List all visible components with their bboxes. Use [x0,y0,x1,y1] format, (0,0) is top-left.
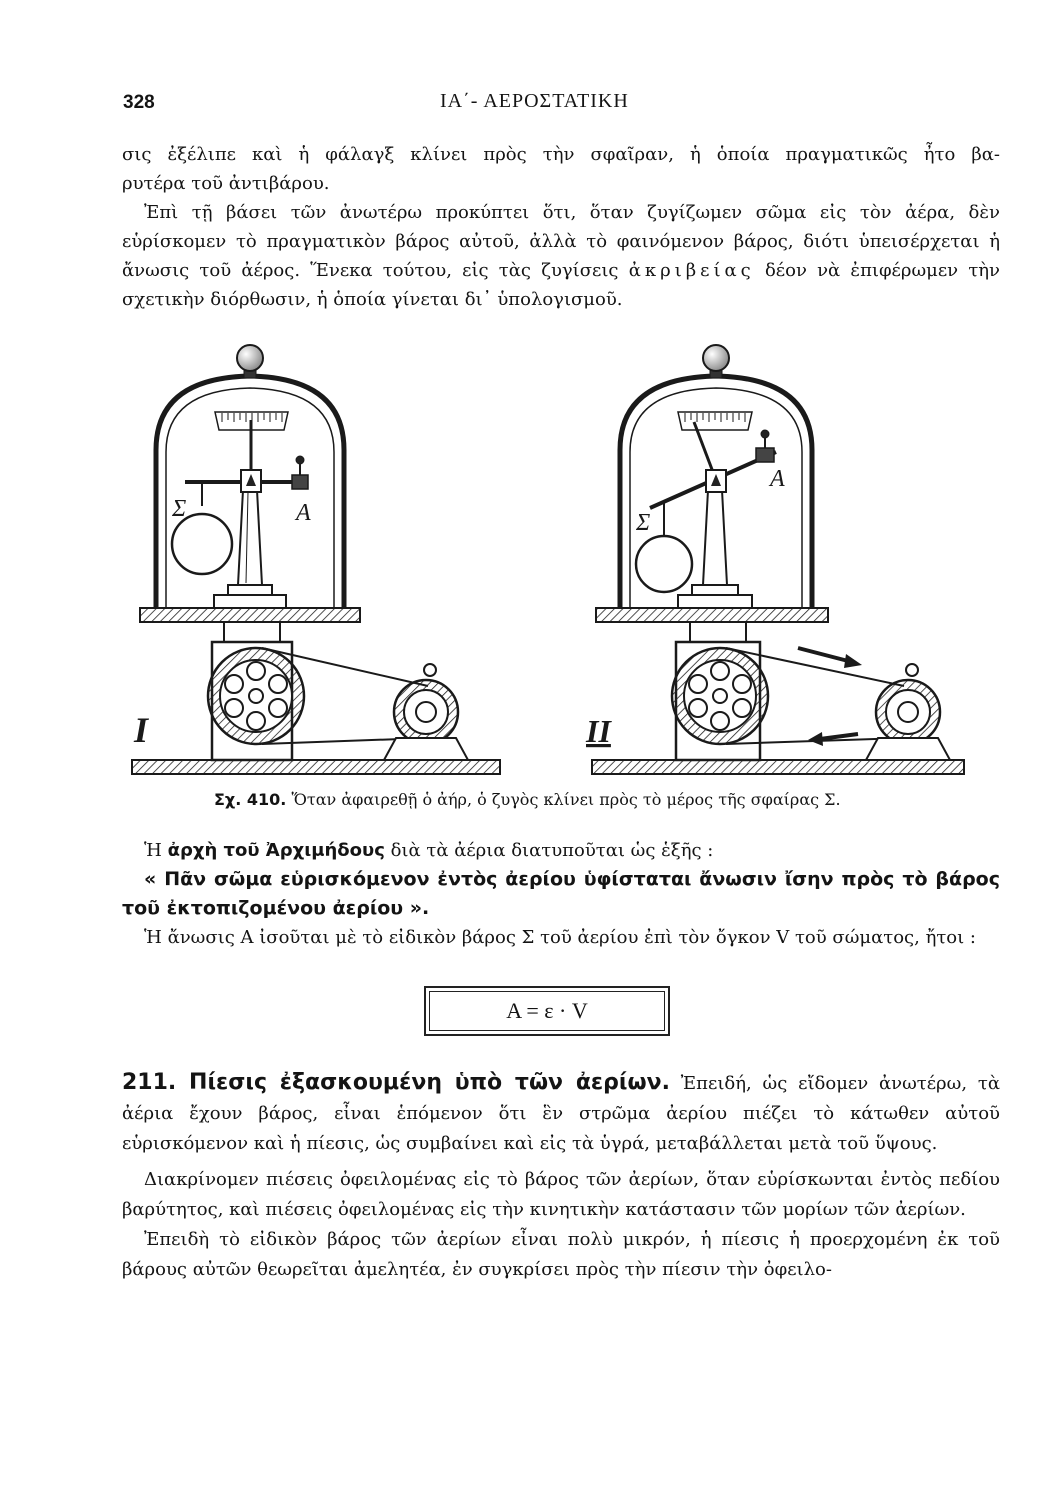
buoyancy-line: Ἡ ἄνωσις Α ἰσοῦται μὲ τὸ εἰδικὸν βάρος Σ τοῦ ἀερίου ἐπὶ τὸν ὄγκον V τοῦ σώματος, ἤτοι : [144,927,976,948]
section-211 [122,1068,1000,1285]
caption-text: Ὅταν ἀφαιρεθῇ ὁ ἀήρ, ὁ ζυγὸς κλίνει πρὸς τὸ μέρος τῆς σφαίρας Σ. [286,790,841,809]
label-a-2: Α [770,466,785,492]
intro-text [122,140,1000,314]
label-apparatus-2: II [586,713,611,749]
apparatus-2 [592,345,964,774]
figure-410 [0,340,1060,780]
section-211-para-2: Διακρίνομεν πιέσεις ὀφειλομένας εἰς τὸ βάρος τῶν ἀερίων, ὅταν εὑρίσκωνται ἐντὸς πεδίου βαρύτητος, καὶ πιέσεις ὀφειλομένας εἰς τὴν κινητικὴν κατάστασιν τῶν μορίων τῶν ἀερίων. [122,1169,1000,1220]
formula: A = ε · V [506,998,588,1023]
intro-line-1: σις ἐξέλιπε καὶ ἡ φάλαγξ κλίνει πρὸς τὴν σφαῖραν, ἡ ὁποία πραγματικῶς ἦτο βα- [122,144,1000,165]
principle-intro-a: Ἡ [144,840,168,861]
principle-name: ἀρχὴ τοῦ Ἀρχιμήδους [167,840,385,861]
principle-intro-b: διὰ τὰ ἀέρια διατυποῦται ὡς ἑξῆς : [384,840,714,861]
label-sigma-1: Σ [172,496,187,522]
page-number: 328 [123,92,155,113]
intro-para2-part2: δέον νὰ ἐπιφέρωμεν τὴν σχετικὴν διόρθωσιν, ἡ ὁποία γίνεται δι᾽ ὑπολογισμοῦ. [122,260,1000,310]
section-heading: 211. Πίεσις ἐξασκουμένη ὑπὸ τῶν ἀερίων. [122,1070,670,1095]
caption-number: Σχ. 410. [214,790,287,809]
label-sigma-2: Σ [636,510,651,536]
archimedes-section [122,836,1000,952]
section-211-para-3: Ἐπειδὴ τὸ εἰδικὸν βάρος τῶν ἀερίων εἶναι πολὺ μικρόν, ἡ πίεσις ἡ προερχομένη ἐκ τοῦ βάρους αὐτῶν θεωρεῖται ἀμελητέα, ἐν συγκρίσει πρὸς τὴν πίεσιν τὴν ὀφειλο- [122,1229,1000,1280]
section-211-para-1 [122,1068,1000,1159]
label-a-1: Α [296,500,311,526]
section-211-para-1-text: Ἐπειδή, ὡς εἴδομεν ἀνωτέρω, τὰ ἀέρια ἔχουν βάρος, εἶναι ἑπόμενον ὅτι ἓν στρῶμα ἀερίου πιέζει τὸ κάτωθεν αὐτοῦ εὑρισκόμενον καὶ ἡ πίεσις, ὡς συμβαίνει καὶ εἰς τὰ ὑγρά, μεταβάλλεται μετὰ τοῦ ὕψους. [122,1073,1000,1154]
principle-statement: « Πᾶν σῶμα εὑρισκόμενον ἐντὸς ἀερίου ὑφίσταται ἄνωσιν ἴσην πρὸς τὸ βάρος τοῦ ἐκτοπιζομένου ἀερίου ». [122,868,1000,919]
intro-line-2: ρυτέρα τοῦ ἀντιβάρου. [122,173,330,194]
running-head: ΙΑ΄- ΑΕΡΟΣΤΑΤΙΚΗ [440,90,629,112]
label-apparatus-1: I [134,710,149,750]
intro-para2-part1: Ἐπὶ τῇ βάσει τῶν ἀνωτέρω προκύπτει ὅτι, ὅταν ζυγίζωμεν σῶμα εἰς τὸν ἀέρα, δὲν εὑρίσκομεν τὸ πραγματικὸν βάρος αὐτοῦ, ἀλλὰ τὸ φαινόμενον βάρος, διότι ὑπεισέρχεται ἡ ἄνωσις τοῦ ἀέρος. Ἕνεκα τούτου, εἰς τὰς ζυγίσεις [122,202,1000,281]
intro-paragraph-2 [122,198,1000,314]
intro-para2-emphasis: ἀκριβείας [628,260,755,281]
formula-box [424,986,670,1036]
apparatus-1 [132,345,500,774]
figure-caption [214,790,974,809]
principle-intro [122,836,1000,865]
